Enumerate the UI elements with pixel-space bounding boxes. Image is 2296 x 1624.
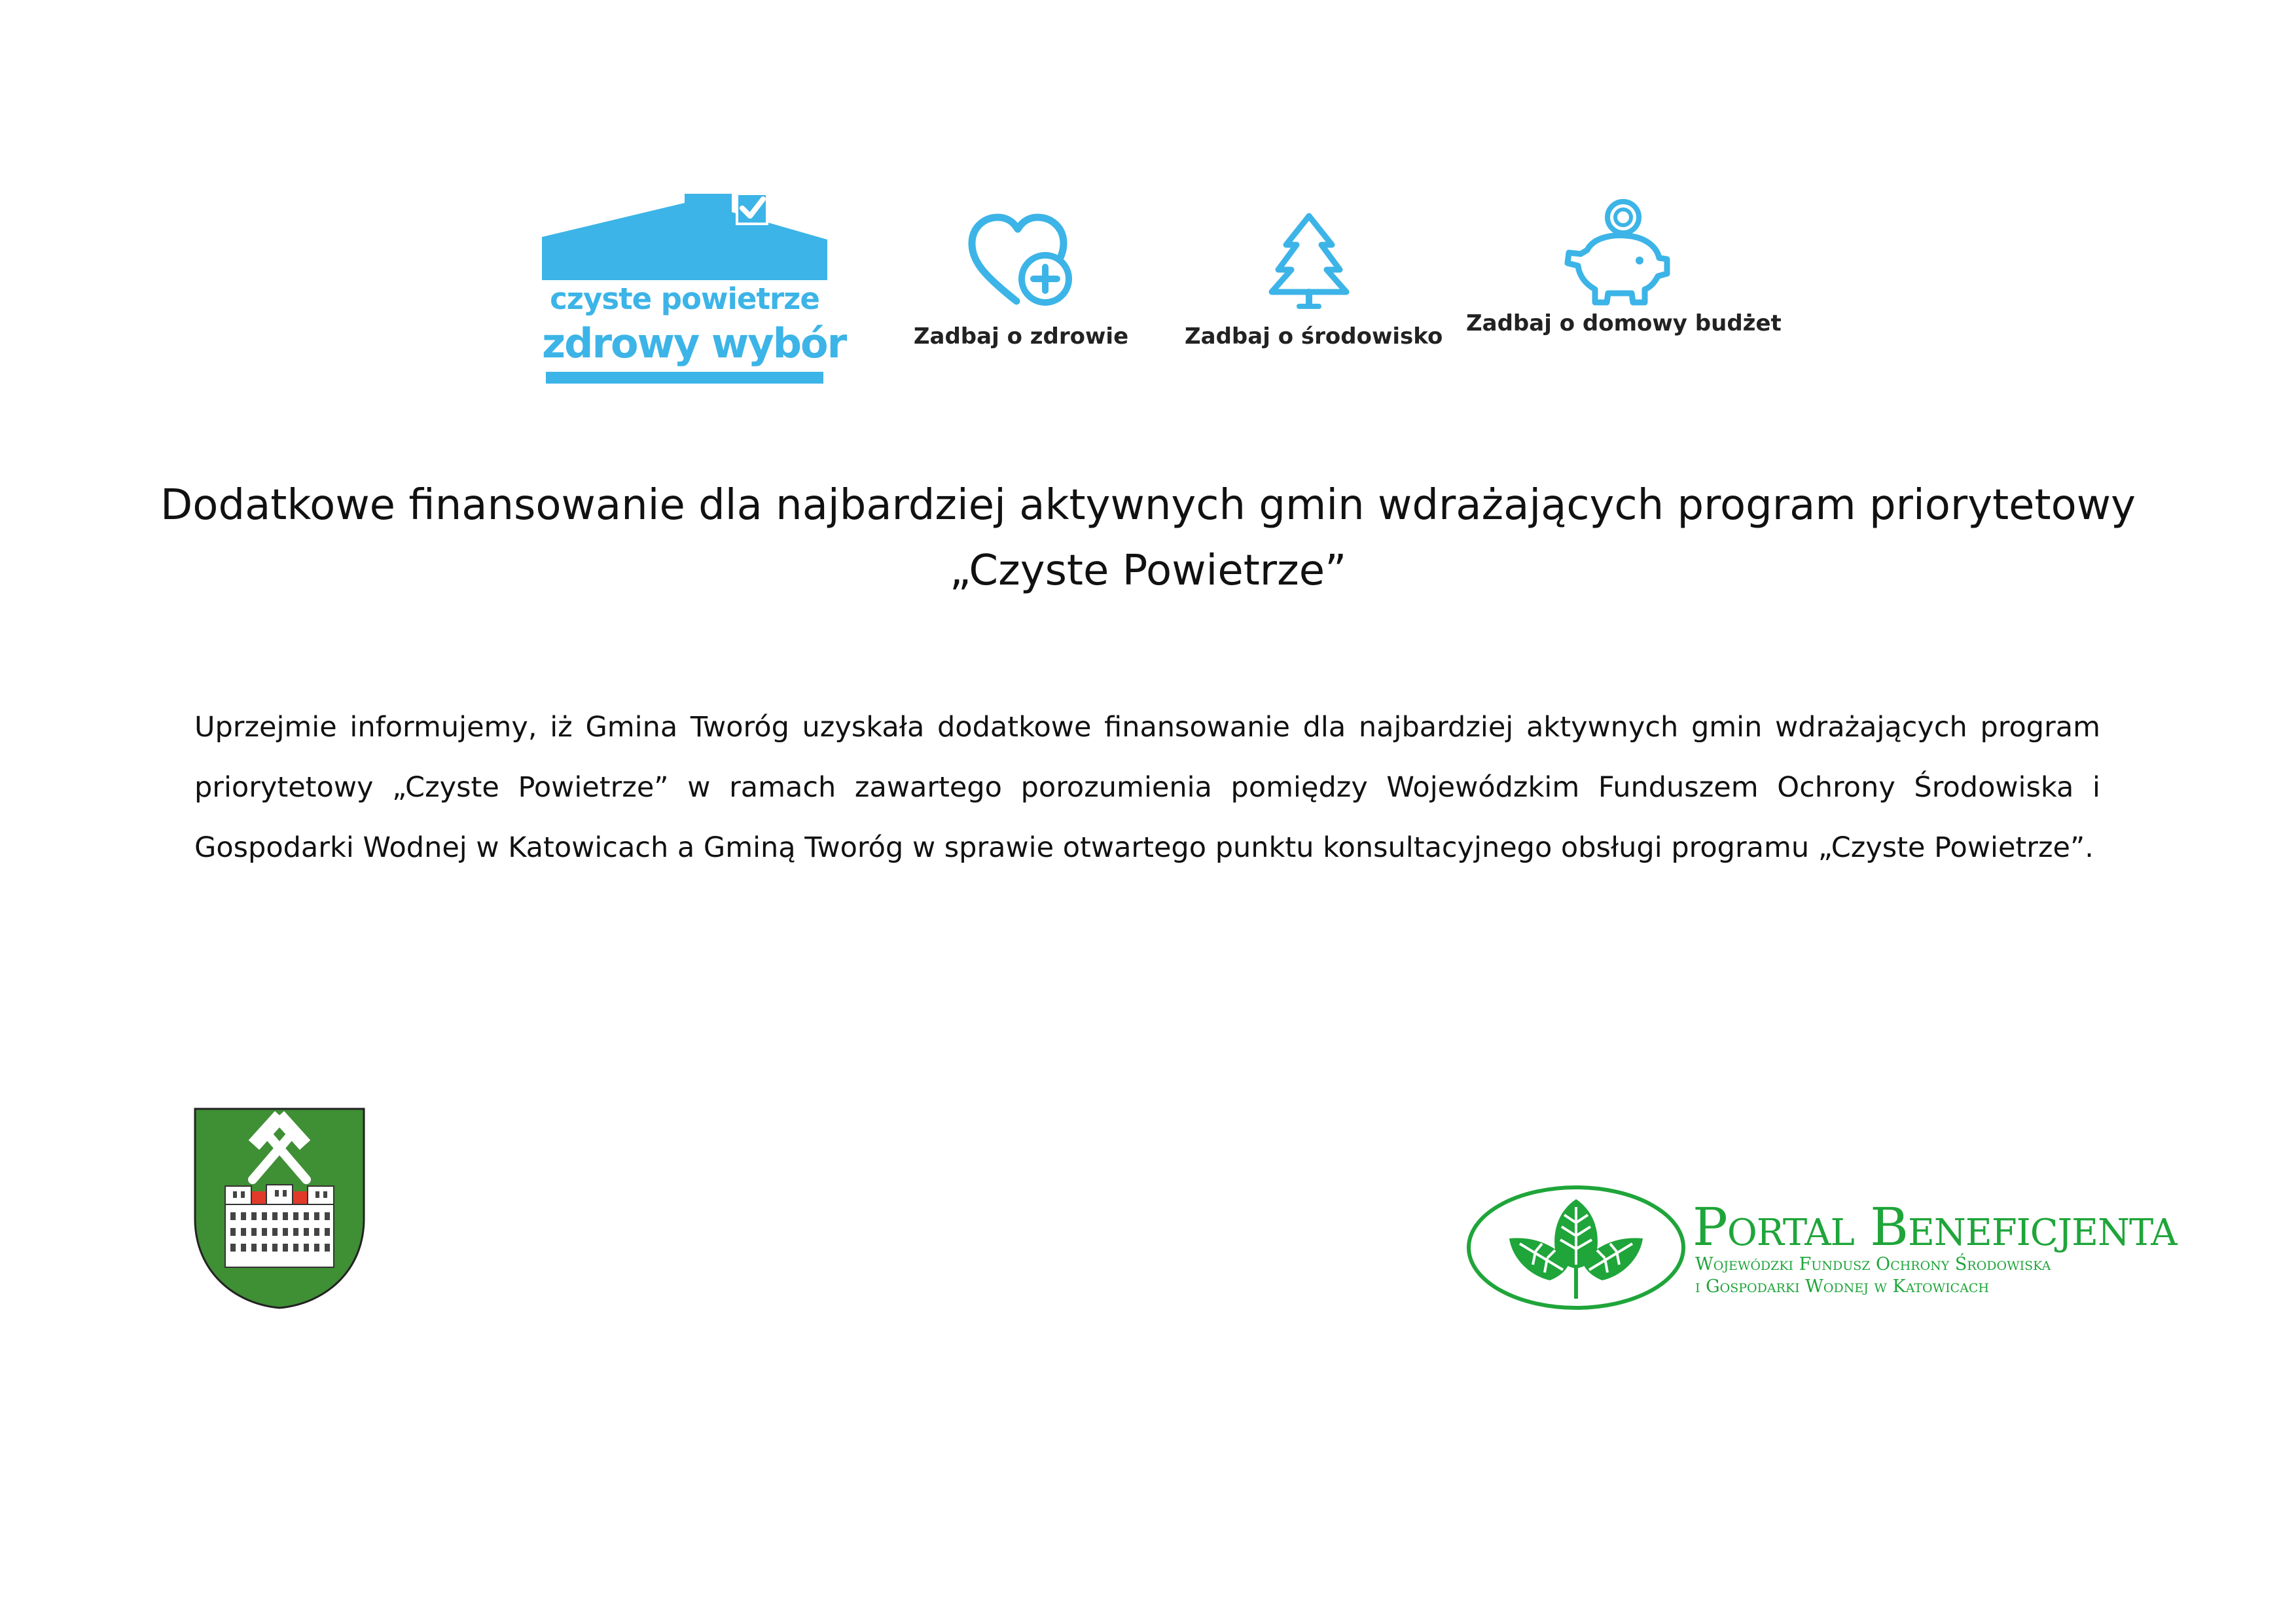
coat-of-arms-icon: [194, 1108, 365, 1309]
pillar-label: Zadbaj o domowy budżet: [1466, 310, 1782, 336]
tworog-coat-of-arms: [194, 1108, 365, 1309]
title-line-2: „Czyste Powietrze”: [949, 547, 1347, 595]
leaves-icon: [1465, 1183, 1687, 1312]
czyste-powietrze-logo: [542, 194, 846, 385]
heart-plus-icon: [965, 211, 1077, 309]
logo-underline: [546, 372, 823, 384]
portal-subtitle-1: Wojewódzki Fundusz Ochrony Środowiska: [1695, 1254, 2051, 1274]
page-title: [157, 473, 2139, 604]
pillar-environment: [1185, 211, 1443, 350]
pillar-health: [903, 211, 1139, 350]
pillar-label: Zadbaj o zdrowie: [913, 323, 1129, 350]
logo-line-1: czyste powietrze: [550, 281, 819, 316]
pillar-label: Zadbaj o środowisko: [1185, 323, 1443, 350]
piggy-bank-coin-icon: [1561, 198, 1672, 309]
portal-subtitle-2: i Gospodarki Wodnej w Katowicach: [1695, 1276, 1990, 1297]
logo-line-2: zdrowy wybór: [542, 319, 846, 367]
title-line-1: Dodatkowe finansowanie dla najbardziej aktywnych gmin wdrażających program priorytetowy: [160, 481, 2136, 530]
tree-icon: [1266, 211, 1352, 309]
pillar-budget: [1466, 211, 1782, 336]
body-paragraph: Uprzejmie informujemy, iż Gmina Tworóg uzyskała dodatkowe finansowanie dla najbardziej aktywnych gmin wdrażających program priorytetowy „Czyste Powietrze” w ramach zawartego porozumienia pomiędzy Wojewódzkim Funduszem Ochrony Środowiska i Gospodarki Wodnej w Katowicach a Gminą Tworóg w sprawie otwartego punktu konsultacyjnego obsługi programu „Czyste Powietrze”.: [194, 711, 2100, 864]
house-roof-checkmark-icon: [542, 194, 827, 280]
portal-beneficjenta-logo: [1465, 1183, 2177, 1314]
portal-name: Portal Beneficjenta: [1693, 1197, 2177, 1257]
